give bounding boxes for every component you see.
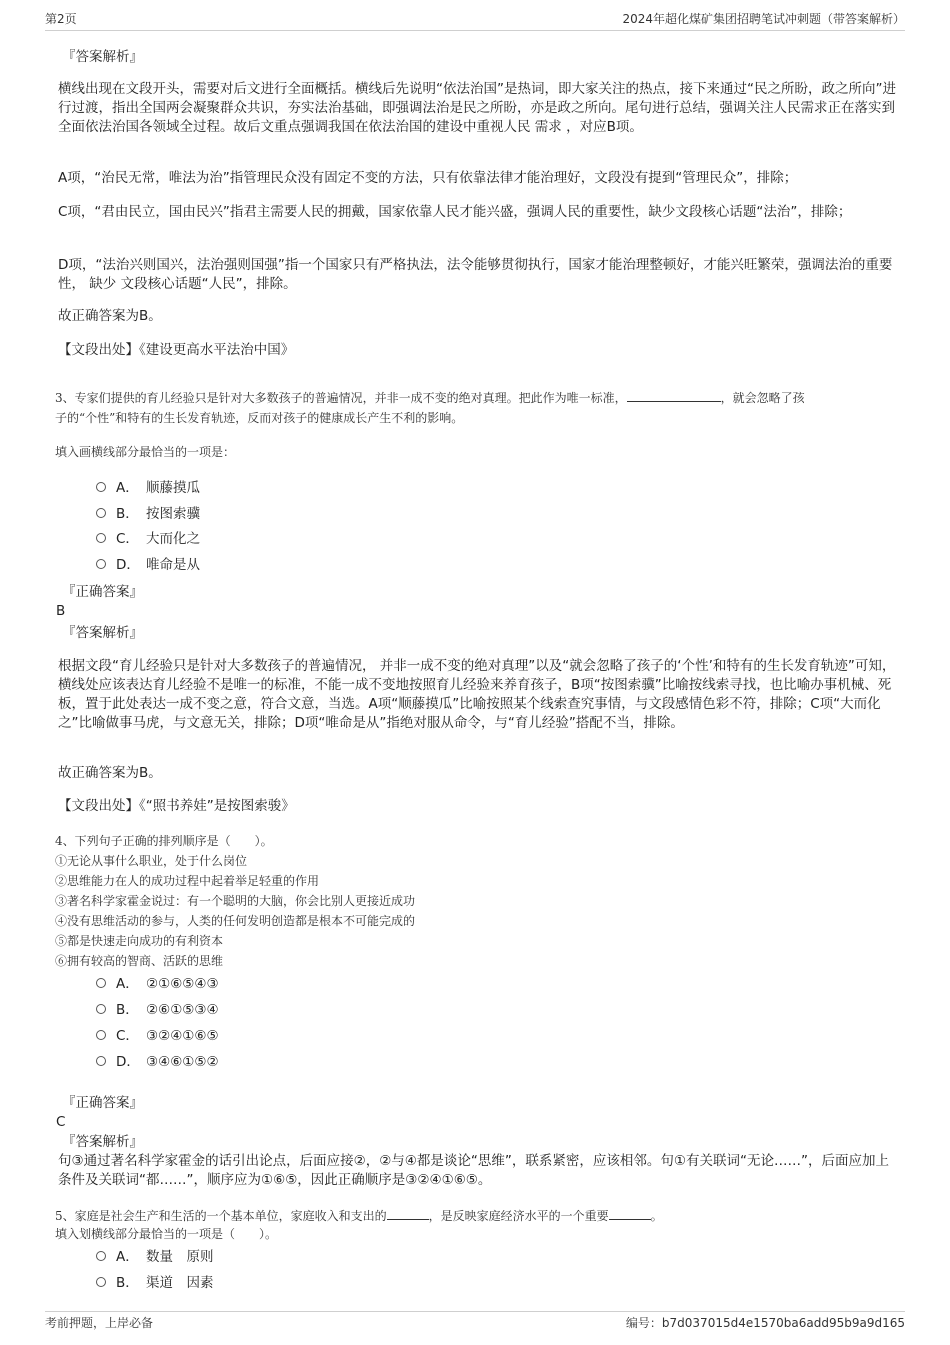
question-stem-part1: 3、专家们提供的育儿经验只是针对大多数孩子的普遍情况，并非一成不变的绝对真理。把此作为唯一标准， [55, 391, 627, 405]
conclusion: 故正确答案为B。 [58, 765, 162, 781]
fill-blank [627, 388, 721, 402]
fill-blank [609, 1206, 651, 1220]
answer-analysis-label: 『答案解析』 [62, 49, 143, 65]
correct-answer: B [56, 603, 66, 619]
header-divider [45, 30, 905, 31]
option-b[interactable]: B． 按图索骥 [96, 504, 200, 524]
footer-slogan: 考前押题，上岸必备 [45, 1316, 154, 1330]
radio-button[interactable] [96, 508, 106, 518]
option-d[interactable]: D． ③④⑥①⑤② [96, 1052, 219, 1072]
question-prompt: 填入画横线部分最恰当的一项是： [55, 445, 236, 459]
radio-button[interactable] [96, 1030, 106, 1040]
answer-analysis-label: 『答案解析』 [62, 625, 143, 641]
option-b[interactable]: B． ②⑥①⑤③④ [96, 1000, 219, 1020]
sentence-5: ⑤都是快速走向成功的有利资本 [55, 934, 224, 948]
radio-button[interactable] [96, 559, 106, 569]
option-a[interactable]: A． 顺藤摸瓜 [96, 478, 200, 498]
option-a-analysis: A项，“治民无常，唯法为治”指管理民众没有固定不变的方法，只有依靠法律才能治理好，文段没有提到“管理民众”，排除； [58, 170, 798, 186]
footer-divider [45, 1311, 905, 1312]
sentence-3: ③著名科学家霍金说过：有一个聪明的大脑，你会比别人更接近成功 [55, 894, 416, 908]
radio-button[interactable] [96, 482, 106, 492]
option-d[interactable]: D． 唯命是从 [96, 555, 200, 575]
correct-answer-label: 『正确答案』 [62, 584, 143, 600]
page-number: 第2页 [45, 12, 77, 26]
conclusion: 故正确答案为B。 [58, 308, 162, 324]
question-stem: 4、下列句子正确的排列顺序是（ ）。 [55, 834, 273, 848]
answer-analysis-text: 根据文段“育儿经验只是针对大多数孩子的普遍情况， 并非一成不变的绝对真理”以及“就会忽略了孩子的‘个性’和特有的生长发育轨迹”可知，横线处应该表达育儿经验不是唯一的标准，不能一成不变地按照育儿经验来养育孩子，B项“按图索骥”比喻按线索寻找，也比喻办事机械、死板，置于此处表达一成不变之意，符合文意，当选。A项“顺藤摸瓜”比喻按照某个线索查究事情，与文段感情色彩不符，排除；C项“大而化之”比喻做事马虎，与文意无关，排除；D项“唯命是从”指绝对服从命令，与“育儿经验”搭配不当，排除。 [58, 658, 896, 731]
option-a[interactable]: A． ②①⑥⑤④③ [96, 974, 219, 994]
sentence-4: ④没有思维活动的参与，人类的任何发明创造都是根本不可能完成的 [55, 914, 416, 928]
source-citation: 【文段出处】《“照书养娃”是按图索骏》 [58, 798, 295, 814]
question-stem: 5、家庭是社会生产和生活的一个基本单位，家庭收入和支出的 ，是反映家庭经济水平的一个重要 。 [55, 1206, 905, 1226]
option-c-analysis: C项，“君由民立，国由民兴”指君主需要人民的拥戴，国家依靠人民才能兴盛，强调人民的重要性，缺少文段核心话题“法治”，排除； [58, 204, 852, 220]
question-stem-part2: ，就会忽略了孩 [720, 391, 805, 405]
question-stem [55, 388, 905, 408]
question-stem-line2: 子的“个性”和特有的生长发育轨迹，反而对孩子的健康成长产生不利的影响。 [55, 411, 464, 425]
document-title: 2024年超化煤矿集团招聘笔试冲刺题（带答案解析） [622, 12, 905, 26]
correct-answer: C [56, 1114, 66, 1130]
question-prompt: 填入划横线部分最恰当的一项是（ ）。 [55, 1227, 278, 1241]
radio-button[interactable] [96, 1004, 106, 1014]
radio-button[interactable] [96, 1277, 106, 1287]
answer-analysis-text: 句③通过著名科学家霍金的话引出论点，后面应接②，②与④都是谈论“思维”，联系紧密，应该相邻。句①有关联词“无论……”，后面应加上条件及关联词“都……”，顺序应为①⑥⑤，因此正确顺序是③②④①⑥⑤。 [58, 1153, 889, 1188]
sentence-1: ①无论从事什么职业，处于什么岗位 [55, 854, 248, 868]
option-c[interactable]: C． ③②④①⑥⑤ [96, 1026, 219, 1046]
option-b[interactable]: B． 渠道 因素 [96, 1273, 214, 1293]
radio-button[interactable] [96, 978, 106, 988]
answer-analysis-text: 横线出现在文段开头，需要对后文进行全面概括。横线后先说明“依法治国”是热词，即大家关注的热点，接下来通过“民之所盼，政之所向”进行过渡，指出全国两会凝聚群众共识，夯实法治基础，即强调法治是民之所盼，亦是政之所向。尾句进行总结，强调关注人民需求正在落实到全面依法治国各领域全过程。故后文重点强调我国在依法治国的建设中重视人民 需求 ，对应B项。 [58, 81, 896, 135]
correct-answer-label: 『正确答案』 [62, 1095, 143, 1111]
radio-button[interactable] [96, 1251, 106, 1261]
option-c[interactable]: C． 大而化之 [96, 529, 200, 549]
radio-button[interactable] [96, 533, 106, 543]
source-citation: 【文段出处】《建设更高水平法治中国》 [58, 342, 295, 358]
option-a[interactable]: A． 数量 原则 [96, 1247, 214, 1267]
radio-button[interactable] [96, 1056, 106, 1066]
sentence-2: ②思维能力在人的成功过程中起着举足轻重的作用 [55, 874, 320, 888]
answer-analysis-label: 『答案解析』 [62, 1134, 143, 1150]
option-d-analysis: D项，“法治兴则国兴，法治强则国强”指一个国家只有严格执法，法令能够贯彻执行，国家才能治理整顿好，才能兴旺繁荣，强调法治的重要性， 缺少 文段核心话题“人民”，排除。 [58, 257, 893, 292]
fill-blank [387, 1206, 429, 1220]
sentence-6: ⑥拥有较高的智商、活跃的思维 [55, 954, 224, 968]
document-id: 编号：b7d037015d4e1570ba6add95b9a9d165 [625, 1316, 905, 1330]
